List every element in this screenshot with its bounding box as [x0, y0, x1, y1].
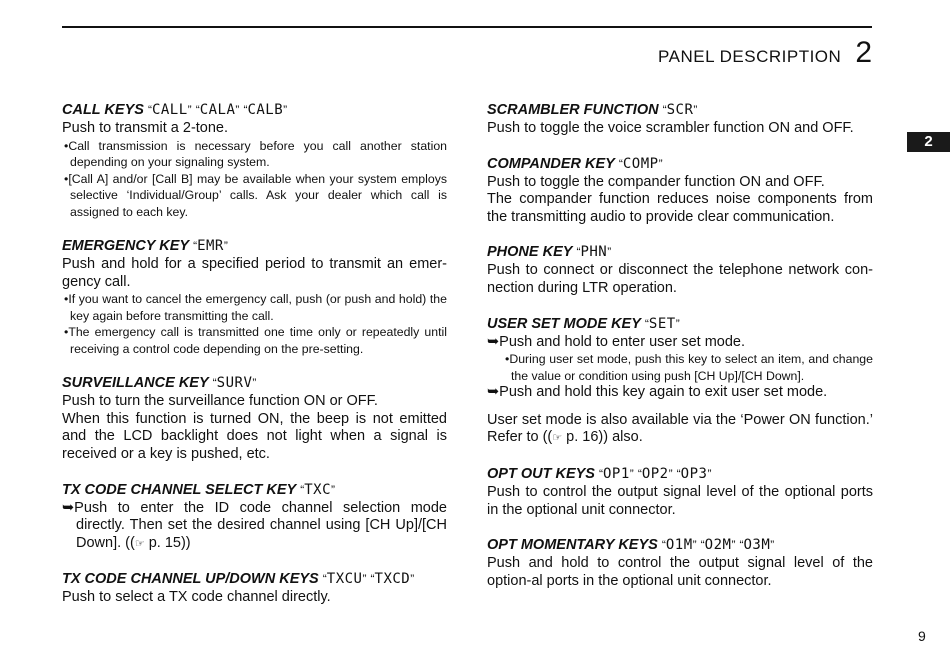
close-quote: ” [223, 239, 228, 254]
close-quote: ” [362, 572, 367, 587]
open-quote: “ [147, 103, 152, 117]
bullet-glyph: • [64, 325, 69, 340]
heading-name: SCRAMBLER FUNCTION [487, 102, 659, 118]
body-text: Push to control the output signal level of the optional ports in the optional unit connector. [487, 483, 873, 518]
section-heading [62, 480, 447, 500]
section-heading [487, 242, 873, 262]
reference-icon: ☞ [134, 537, 145, 550]
close-quote: ” [668, 466, 673, 481]
heading-name: OPT MOMENTARY KEYS [487, 537, 658, 554]
heading-name: PHONE KEY [487, 244, 573, 261]
key-label: COMP [622, 155, 659, 172]
heading-name: SURVEILLANCE KEY [62, 375, 209, 392]
page-header [658, 36, 872, 70]
close-quote: ” [675, 316, 680, 331]
key-label: OP3 [680, 465, 708, 482]
page-title: PANEL DESCRIPTION [658, 47, 842, 66]
section-heading [487, 535, 873, 555]
section-right-4 [487, 412, 873, 448]
left-column [62, 100, 447, 623]
close-quote: ” [731, 538, 736, 553]
bullet-glyph: • [64, 138, 69, 153]
section-heading [487, 314, 873, 334]
section-left-3 [62, 480, 447, 554]
heading-name: OPT OUT KEYS [487, 465, 595, 482]
open-quote: “ [637, 466, 642, 481]
close-quote: ” [607, 245, 612, 260]
heading-name: USER SET MODE KEY [487, 315, 641, 332]
section-heading [62, 236, 447, 256]
bullet-glyph: • [64, 292, 69, 307]
section-right-1 [487, 154, 873, 227]
arrow-icon: ➥ [487, 384, 500, 401]
key-label: OP1 [603, 465, 630, 482]
body-text: Push to connect or disconnect the telephone network con-nection during LTR operation. [487, 262, 873, 296]
chapter-number: 2 [855, 36, 872, 69]
open-quote: “ [193, 239, 198, 254]
close-quote: ” [693, 103, 698, 117]
key-label: CALL [151, 102, 188, 118]
key-label: O1M [665, 537, 693, 554]
close-quote: ” [770, 538, 775, 553]
open-quote: “ [576, 245, 581, 260]
open-quote: “ [700, 538, 705, 553]
heading-name: COMPANDER KEY [487, 155, 615, 172]
open-quote: “ [195, 103, 200, 117]
section-left-4 [62, 569, 447, 607]
open-quote: “ [599, 466, 603, 481]
body-text: User set mode is also available via the ‘Power ON function.’ Refer to ((☞ p. 16)) also. [487, 411, 873, 446]
key-label: TXCU [326, 571, 363, 588]
body-text: Push to toggle the voice scrambler function ON and OFF. [487, 120, 854, 136]
close-quote: ” [692, 538, 697, 553]
section-right-0 [487, 100, 873, 138]
body-text: Push and hold for a specified period to transmit an emer-gency call. [62, 256, 447, 290]
bullet-item: •Call transmission is necessary before you call another station depending on your signaling system. [64, 138, 447, 170]
close-quote: ” [410, 572, 415, 587]
bullet-item: •[Call A] and/or [Call B] may be available when your system employs selective ‘Individual/Group’ calls. Ask your dealer which call is assigned to each key. [64, 171, 447, 219]
body-text: The compander function reduces noise components from the transmitting audio to provide clear communication. [487, 191, 873, 225]
open-quote: “ [243, 103, 248, 117]
reference-icon: ☞ [552, 432, 563, 445]
key-label: SET [648, 315, 676, 332]
arrow-item: ➥Push and hold to enter user set mode. [487, 333, 746, 350]
open-quote: “ [212, 376, 217, 391]
key-label: EMR [197, 238, 224, 255]
section-heading [487, 154, 873, 174]
body-text: When this function is turned ON, the beep is not emitted and the LCD backlight does not light when a signal is received or a key is pushed, etc. [62, 410, 447, 463]
open-quote: “ [661, 538, 666, 553]
bullet-glyph: • [505, 352, 510, 367]
section-left-2 [62, 373, 447, 463]
arrow-icon: ➥ [487, 333, 500, 350]
section-heading [487, 464, 873, 484]
open-quote: “ [370, 572, 375, 587]
right-column [487, 100, 873, 606]
bullet-item: •During user set mode, push this key to select an item, and change the value or condition using push [CH Up]/[CH Down]. [505, 352, 873, 383]
key-label: TXC [304, 481, 332, 498]
arrow-item: ➥Push to enter the ID code channel selection mode directly. Then set the desired channel using [CH Up]/[CH Down]. ((☞ p. 15)) [62, 499, 447, 551]
section-heading [62, 373, 447, 393]
bullet-item: •The emergency call is transmitted one time only or repeatedly until receiving a control code depending on the pre-setting. [64, 325, 447, 356]
body-text: Push to turn the surveillance function ON or OFF. [62, 393, 378, 410]
close-quote: ” [331, 482, 336, 497]
body-text: Push to transmit a 2-tone. [62, 120, 229, 136]
key-label: O3M [743, 537, 771, 554]
heading-name: EMERGENCY KEY [62, 238, 190, 255]
section-heading [62, 100, 447, 120]
close-quote: ” [707, 466, 712, 481]
close-quote: ” [283, 103, 288, 117]
section-heading [487, 100, 873, 120]
section-left-1 [62, 236, 447, 357]
key-label: SURV [216, 375, 253, 392]
close-quote: ” [629, 466, 634, 481]
key-label: CALA [199, 102, 236, 118]
key-label: SCR [666, 102, 694, 118]
open-quote: “ [662, 103, 667, 117]
key-label: CALB [247, 102, 284, 118]
close-quote: ” [235, 103, 240, 117]
section-right-6 [487, 535, 873, 590]
chapter-side-tab: 2 [907, 132, 950, 152]
key-label: O2M [704, 537, 732, 554]
section-right-3 [487, 314, 873, 402]
open-quote: “ [676, 466, 681, 481]
section-heading [62, 569, 447, 589]
heading-name: TX CODE CHANNEL SELECT KEY [62, 481, 297, 498]
page-number: 9 [918, 628, 926, 644]
section-left-0 [62, 100, 447, 220]
body-text: Push to toggle the compander function ON and OFF. [487, 173, 825, 190]
open-quote: “ [739, 538, 744, 553]
heading-name: CALL KEYS [62, 102, 144, 118]
key-label: OP2 [641, 465, 669, 482]
body-text: Push to select a TX code channel directly. [62, 589, 331, 606]
close-quote: ” [658, 156, 663, 171]
body-text: Push and hold to control the output signal level of the option-al ports in the optional unit connector. [487, 555, 873, 589]
open-quote: “ [300, 482, 305, 497]
open-quote: “ [322, 572, 327, 587]
section-right-2 [487, 242, 873, 297]
open-quote: “ [618, 156, 623, 171]
arrow-icon: ➥ [62, 499, 75, 516]
section-right-5 [487, 464, 873, 519]
bullet-glyph: • [64, 171, 69, 186]
bullet-item: •If you want to cancel the emergency call, push (or push and hold) the key again before transmitting the call. [64, 292, 447, 323]
heading-name: TX CODE CHANNEL UP/DOWN KEYS [62, 571, 319, 588]
close-quote: ” [252, 376, 257, 391]
close-quote: ” [187, 103, 192, 117]
open-quote: “ [644, 316, 649, 331]
key-label: PHN [580, 244, 608, 261]
top-rule [62, 26, 872, 28]
arrow-item: ➥Push and hold this key again to exit user set mode. [487, 384, 828, 401]
key-label: TXCD [374, 571, 411, 588]
